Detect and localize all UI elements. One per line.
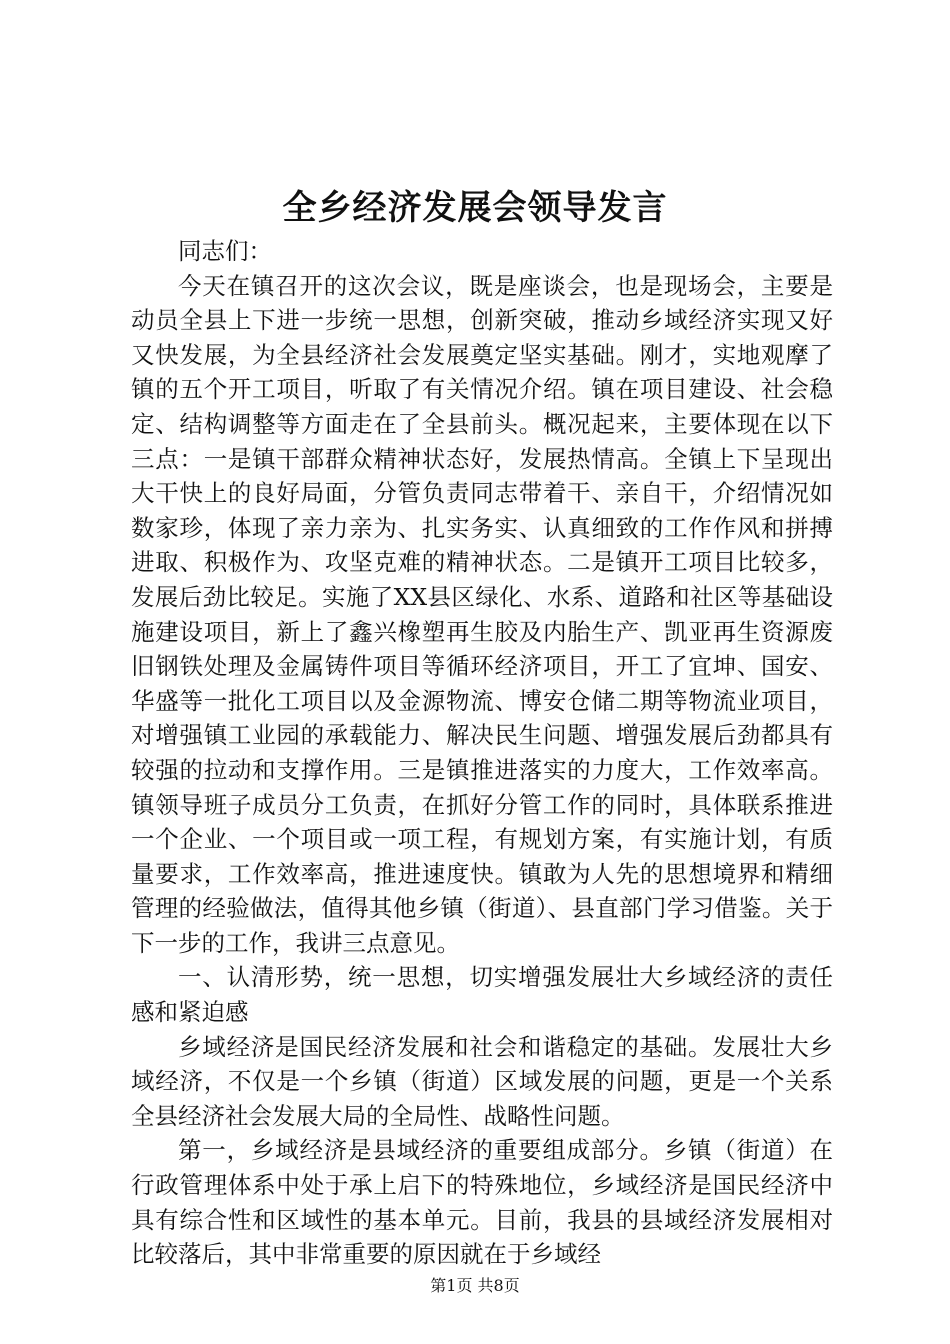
body-paragraph: 第一，乡域经济是县域经济的重要组成部分。乡镇（街道）在行政管理体系中处于承上启下的特殊地位，乡域经济是国民经济中具有综合性和区域性的基本单元。目前，我县的县域经济发展相对比较落后，其中非常重要的原因就在于乡域经: [131, 1136, 833, 1269]
body-paragraph: 乡域经济是国民经济发展和社会和谐稳定的基础。发展壮大乡域经济，不仅是一个乡镇（街道）区域发展的问题，更是一个关系全县经济社会发展大局的全局性、战略性问题。: [131, 1032, 833, 1130]
page-footer: 第1页 共8页: [430, 1276, 520, 1295]
section-heading-paragraph: 一、认清形势，统一思想，切实增强发展壮大乡域经济的责任感和紧迫感: [131, 963, 833, 1027]
salutation-paragraph: 同志们：: [178, 237, 272, 265]
document-body: [131, 234, 833, 1272]
body-paragraph: 今天在镇召开的这次会议，既是座谈会，也是现场会，主要是动员全县上下进一步统一思想，创新突破，推动乡域经济实现又好又快发展，为全县经济社会发展奠定坚实基础。刚才，实地观摩了镇的五个开工项目，听取了有关情况介绍。镇在项目建设、社会稳定、结构调整等方面走在了全县前头。概况起来，主要体现在以下三点：一是镇干部群众精神状态好，发展热情高。全镇上下呈现出大干快上的良好局面，分管负责同志带着干、亲自干，介绍情况如数家珍，体现了亲力亲为、扎实务实、认真细致的工作作风和拼搏进取、积极作为、攻坚克难的精神状态。二是镇开工项目比较多，发展后劲比较足。实施了XX县区绿化、水系、道路和社区等基础设施建设项目，新上了鑫兴橡塑再生胶及内胎生产、凯亚再生资源废旧钢铁处理及金属铸件项目等循环经济项目，开工了宜坤、国安、华盛等一批化工项目以及金源物流、博安仓储二期等物流业项目，对增强镇工业园的承载能力、解决民生问题、增强发展后劲都具有较强的拉动和支撑作用。三是镇推进落实的力度大，工作效率高。镇领导班子成员分工负责，在抓好分管工作的同时，具体联系推进一个企业、一个项目或一项工程，有规划方案，有实施计划，有质量要求，工作效率高，推进速度快。镇敢为人先的思想境界和精细管理的经验做法，值得其他乡镇（街道）、县直部门学习借鉴。关于下一步的工作，我讲三点意见。: [131, 271, 833, 957]
document-title: 全乡经济发展会领导发言: [282, 188, 668, 228]
